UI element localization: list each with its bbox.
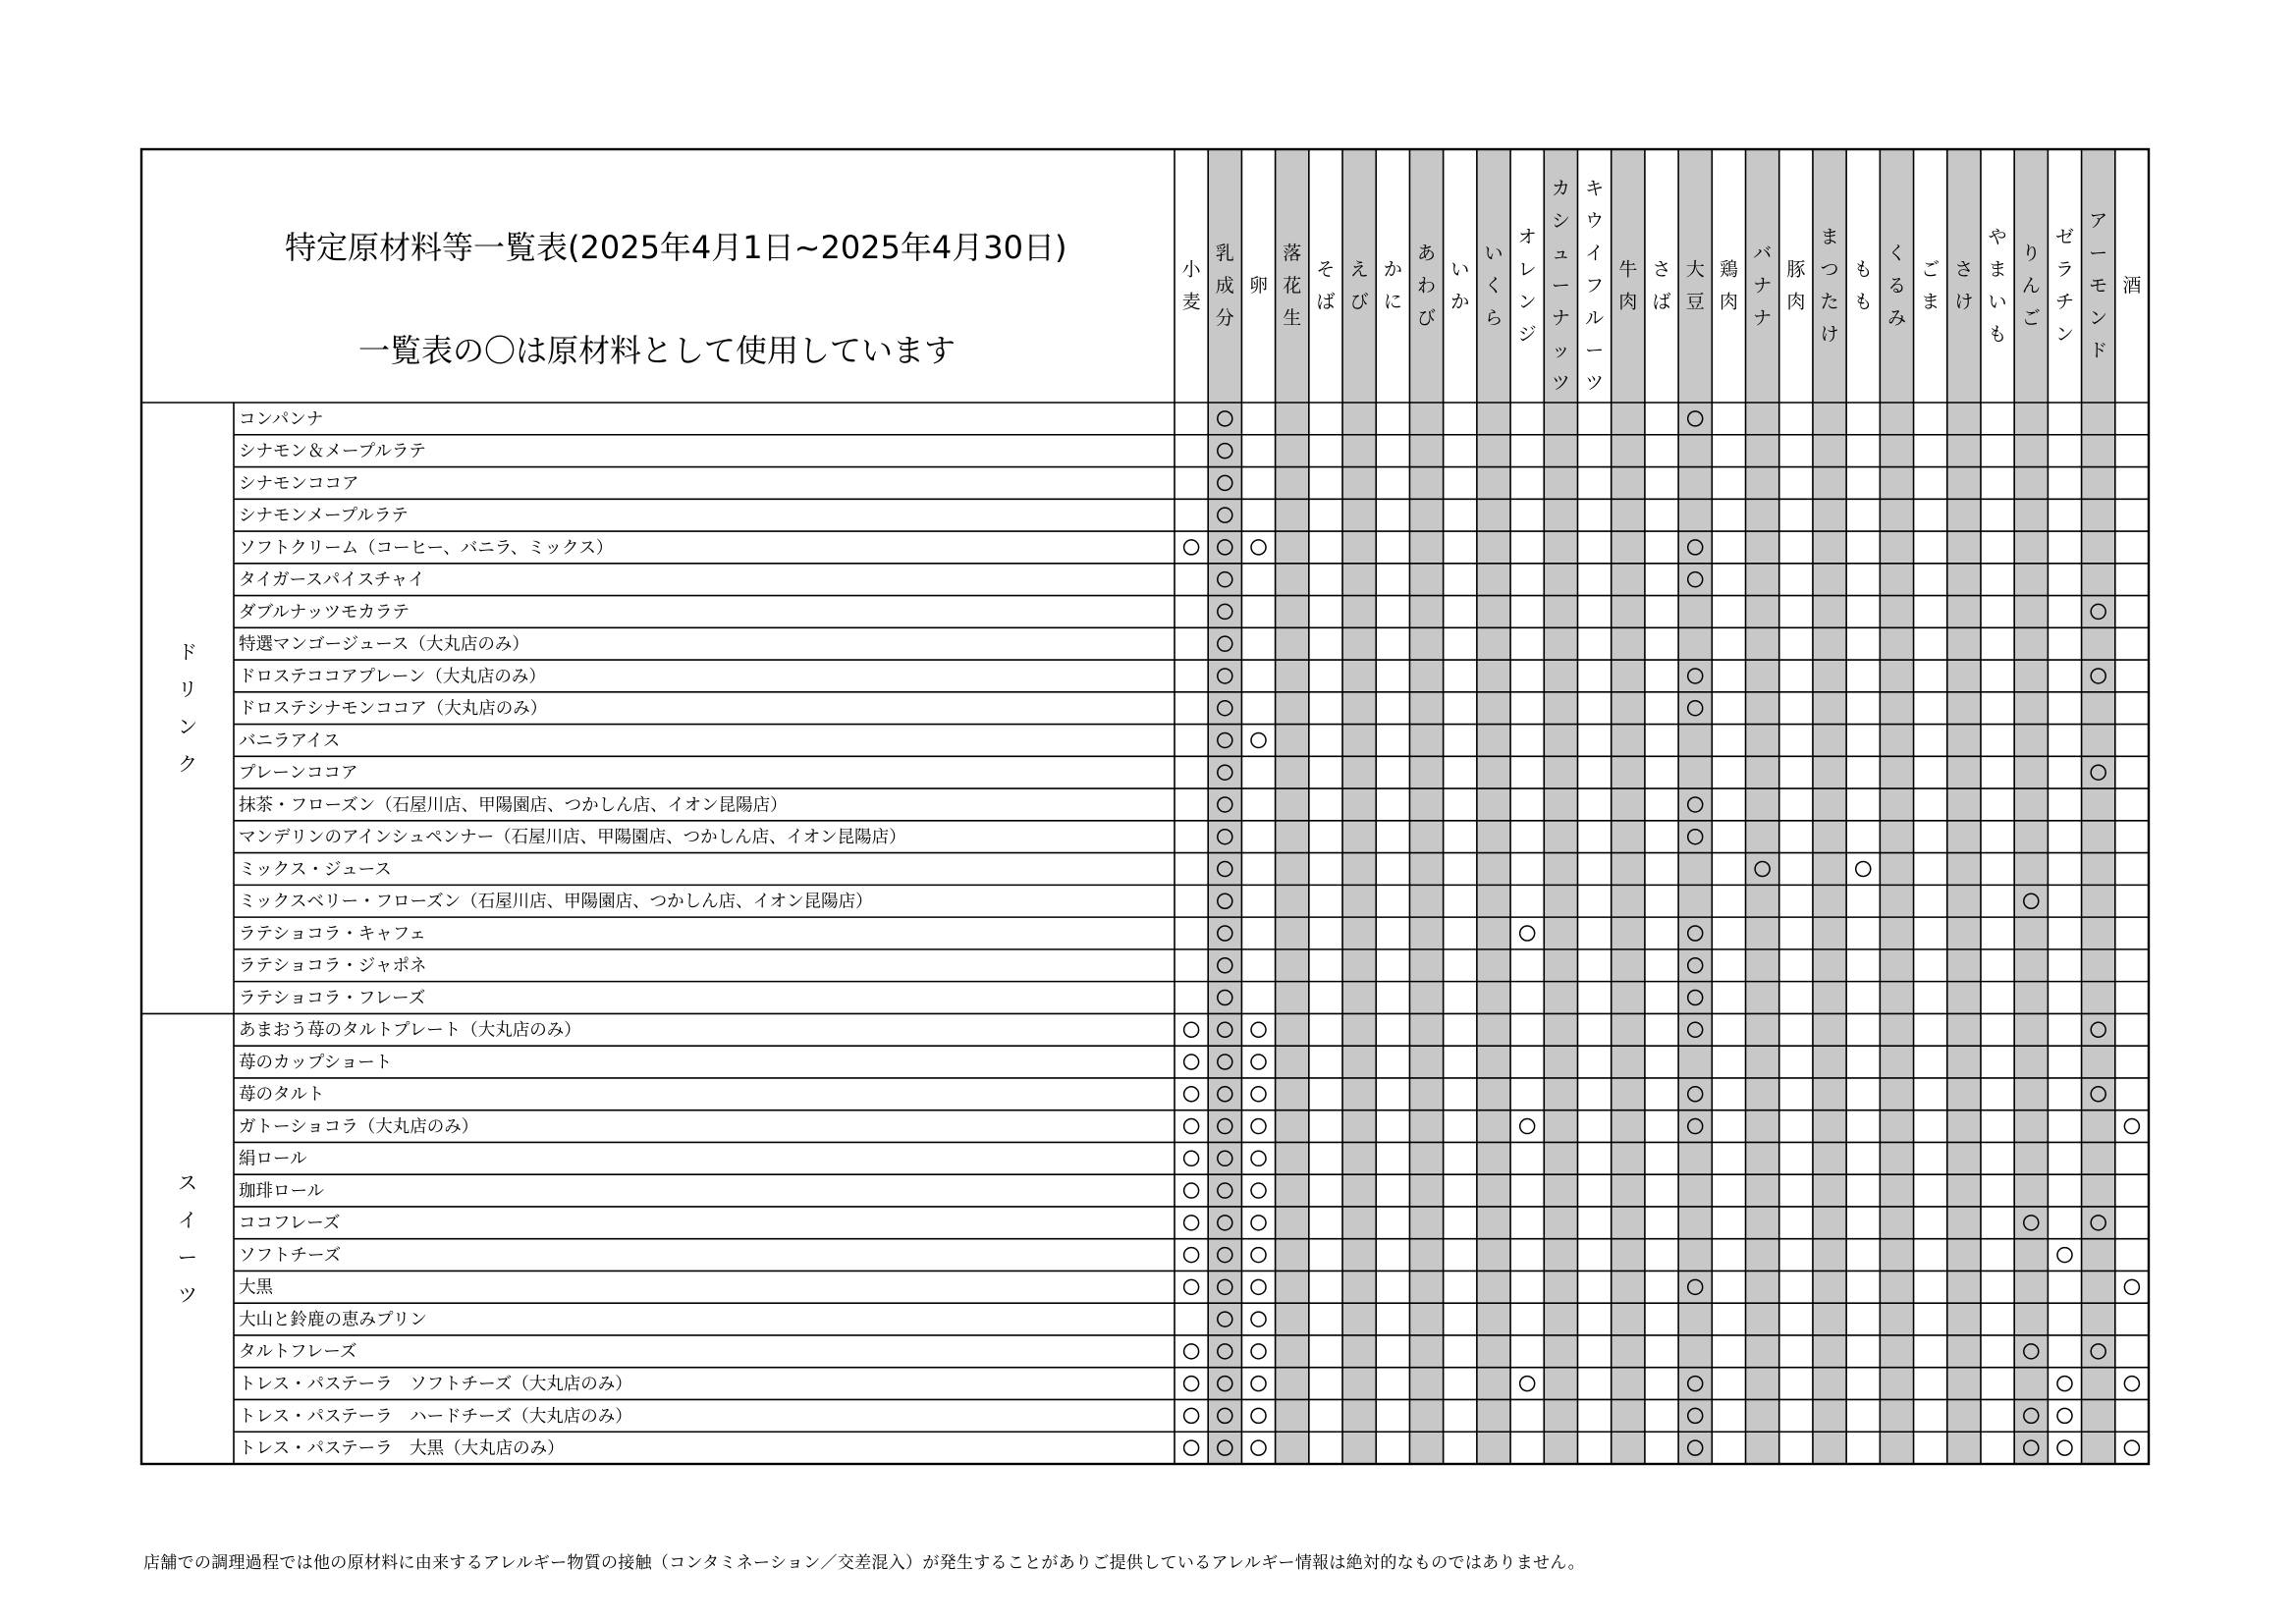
allergen-mark [1251, 732, 1266, 747]
shaded-column [1612, 149, 1645, 1464]
product-name: ラテショコラ・フレーズ [239, 988, 426, 1008]
allergen-header: オレンジ [1517, 226, 1537, 346]
product-name: ソフトクリーム（コーヒー、バニラ、ミックス） [239, 538, 614, 559]
shaded-column [1947, 149, 1981, 1464]
allergen-header: あわび [1417, 243, 1437, 329]
product-name: あまおう苺のタルトプレート（大丸店のみ） [239, 1020, 581, 1041]
allergen-header: くるみ [1886, 243, 1906, 329]
allergen-mark [1184, 1440, 1199, 1455]
allergen-header: 乳成分 [1215, 243, 1234, 329]
allergen-mark [1251, 540, 1266, 555]
shaded-column [1477, 149, 1510, 1464]
product-name: ココフレーズ [239, 1214, 341, 1234]
product-name: 苺のタルト [239, 1085, 325, 1106]
allergen-mark [1184, 1022, 1199, 1037]
allergen-mark [1251, 1312, 1266, 1326]
allergen-mark [1251, 1377, 1266, 1391]
allergen-mark [1184, 540, 1199, 555]
table-title: 特定原材料等一覧表(2025年4月1日~2025年4月30日) [285, 229, 1067, 266]
allergen-header: 落花生 [1283, 243, 1302, 329]
allergen-header: ごま [1921, 258, 1941, 313]
allergen-mark [1251, 1151, 1266, 1165]
allergen-header: りんご [2021, 243, 2041, 329]
allergen-headers [1182, 178, 2142, 394]
product-name: シナモンメープルラテ [239, 506, 409, 526]
allergen-header: ゼラチン [2054, 226, 2074, 346]
allergen-mark [1251, 1216, 1266, 1230]
allergen-mark [1184, 1183, 1199, 1198]
allergen-mark [2124, 1440, 2139, 1455]
shaded-column [1409, 149, 1443, 1464]
allergen-mark [2057, 1408, 2072, 1423]
product-name: ソフトチーズ [239, 1245, 342, 1266]
allergen-mark [1184, 1344, 1199, 1359]
product-name: ラテショコラ・ジャポネ [239, 956, 427, 977]
allergen-header: 小麦 [1181, 258, 1201, 313]
allergen-mark [1856, 861, 1871, 876]
allergen-mark [1184, 1216, 1199, 1230]
allergen-mark [1184, 1279, 1199, 1294]
allergen-header: 卵 [1249, 275, 1269, 297]
category-labels [178, 640, 197, 1307]
allergen-header: もも [1853, 258, 1873, 313]
product-name: マンデリンのアインシュペンナー（石屋川店、甲陽園店、つかしん店、イオン昆陽店） [239, 828, 906, 848]
shaded-column [1746, 149, 1779, 1464]
product-name: プレーンココア [239, 763, 358, 784]
product-name: 大山と鈴鹿の恵みプリン [239, 1310, 427, 1330]
product-name: 苺のカップショート [239, 1053, 393, 1073]
allergen-mark [1251, 1087, 1266, 1102]
allergen-header: 牛肉 [1618, 258, 1638, 313]
product-name: 大黒 [239, 1277, 273, 1298]
allergen-mark [1520, 1377, 1535, 1391]
allergen-mark [1520, 926, 1535, 941]
allergen-header: アーモンド [2089, 210, 2108, 361]
allergen-mark [1184, 1248, 1199, 1263]
product-name: ミックスベリー・フローズン（石屋川店、甲陽園店、つかしん店、イオン昆陽店） [239, 892, 873, 912]
allergen-header: キウイフルーツ [1585, 178, 1605, 394]
shaded-columns [1208, 149, 2115, 1464]
allergen-header: バナナ [1753, 243, 1773, 329]
shaded-column [1342, 149, 1376, 1464]
allergen-mark [1251, 1119, 1266, 1134]
category-label: スイーツ [178, 1170, 197, 1307]
allergen-mark [1251, 1344, 1266, 1359]
product-name: タイガースパイスチャイ [239, 570, 425, 591]
allergen-header: 酒 [2122, 275, 2142, 297]
allergen-header: やまいも [1988, 226, 2007, 346]
allergen-mark [2124, 1119, 2139, 1134]
product-name: ガトーショコラ（大丸店のみ） [239, 1116, 479, 1137]
product-name: トレス・パステーラ 大黒（大丸店のみ） [239, 1438, 565, 1459]
product-name: トレス・パステーラ ソフトチーズ（大丸店のみ） [239, 1375, 632, 1395]
product-name: 特選マンゴージュース（大丸店のみ） [239, 634, 529, 655]
allergen-mark [1251, 1408, 1266, 1423]
allergen-marks [1184, 411, 2140, 1455]
product-name: シナモンココア [239, 473, 359, 494]
allergen-header: いくら [1484, 243, 1503, 329]
allergen-mark [2057, 1440, 2072, 1455]
shaded-column [1813, 149, 1846, 1464]
allergen-header: まつたけ [1820, 226, 1839, 346]
product-name: ラテショコラ・キャフェ [239, 924, 426, 945]
allergen-mark [1184, 1055, 1199, 1069]
allergen-mark [1251, 1440, 1266, 1455]
allergen-header: 大豆 [1685, 258, 1705, 313]
allergen-mark [2124, 1279, 2139, 1294]
allergen-mark [1251, 1183, 1266, 1198]
allergen-mark [2057, 1248, 2072, 1263]
shaded-column [1880, 149, 1913, 1464]
allergen-mark [1251, 1248, 1266, 1263]
allergen-mark [1184, 1151, 1199, 1165]
product-name: シナモン＆メープルラテ [239, 442, 426, 462]
allergen-header: カシューナッツ [1551, 178, 1570, 394]
allergen-header: 鶏肉 [1719, 258, 1738, 313]
product-name: ドロステシナモンココア（大丸店のみ） [239, 699, 548, 720]
allergen-header: 豚肉 [1786, 258, 1806, 313]
allergen-mark [2124, 1377, 2139, 1391]
allergen-mark [1184, 1087, 1199, 1102]
category-label: ドリンク [178, 640, 197, 777]
allergen-mark [1184, 1377, 1199, 1391]
shaded-column [1276, 149, 1309, 1464]
footnote: 店舗での調理過程では他の原材料に由来するアレルギー物質の接触（コンタミネーション／交差混入）が発生することがありご提供しているアレルギー情報は絶対的なものではありません。 [143, 1553, 1585, 1573]
allergen-header: さば [1652, 258, 1671, 313]
allergen-mark [1520, 1119, 1535, 1134]
product-names [239, 409, 906, 1458]
product-name: 珈琲ロール [239, 1181, 325, 1202]
allergen-mark [1251, 1022, 1266, 1037]
shaded-column [1208, 149, 1241, 1464]
product-name: トレス・パステーラ ハードチーズ（大丸店のみ） [239, 1406, 632, 1427]
shaded-column [1678, 149, 1712, 1464]
allergen-header: そば [1316, 258, 1336, 313]
allergen-header: かに [1383, 258, 1402, 313]
allergen-mark [1251, 1279, 1266, 1294]
product-name: ミックス・ジュース [239, 859, 392, 880]
product-name: 絹ロール [239, 1149, 307, 1169]
table-subtitle: 一覧表の〇は原材料として使用しています [358, 332, 957, 369]
allergen-mark [1184, 1408, 1199, 1423]
allergen-header: えび [1349, 258, 1369, 313]
product-name: ダブルナッツモカラテ [239, 602, 410, 623]
product-name: バニラアイス [239, 731, 341, 751]
allergen-mark [1184, 1119, 1199, 1134]
shaded-column [2014, 149, 2048, 1464]
allergen-mark [1251, 1055, 1266, 1069]
product-name: コンパンナ [239, 409, 324, 430]
allergen-header: いか [1450, 258, 1470, 313]
allergen-mark [2057, 1377, 2072, 1391]
allergen-header: さけ [1954, 258, 1974, 313]
product-name: 抹茶・フローズン（石屋川店、甲陽園店、つかしん店、イオン昆陽店） [239, 795, 788, 816]
product-name: ドロステココアプレーン（大丸店のみ） [239, 667, 546, 687]
product-name: タルトフレーズ [239, 1342, 357, 1363]
